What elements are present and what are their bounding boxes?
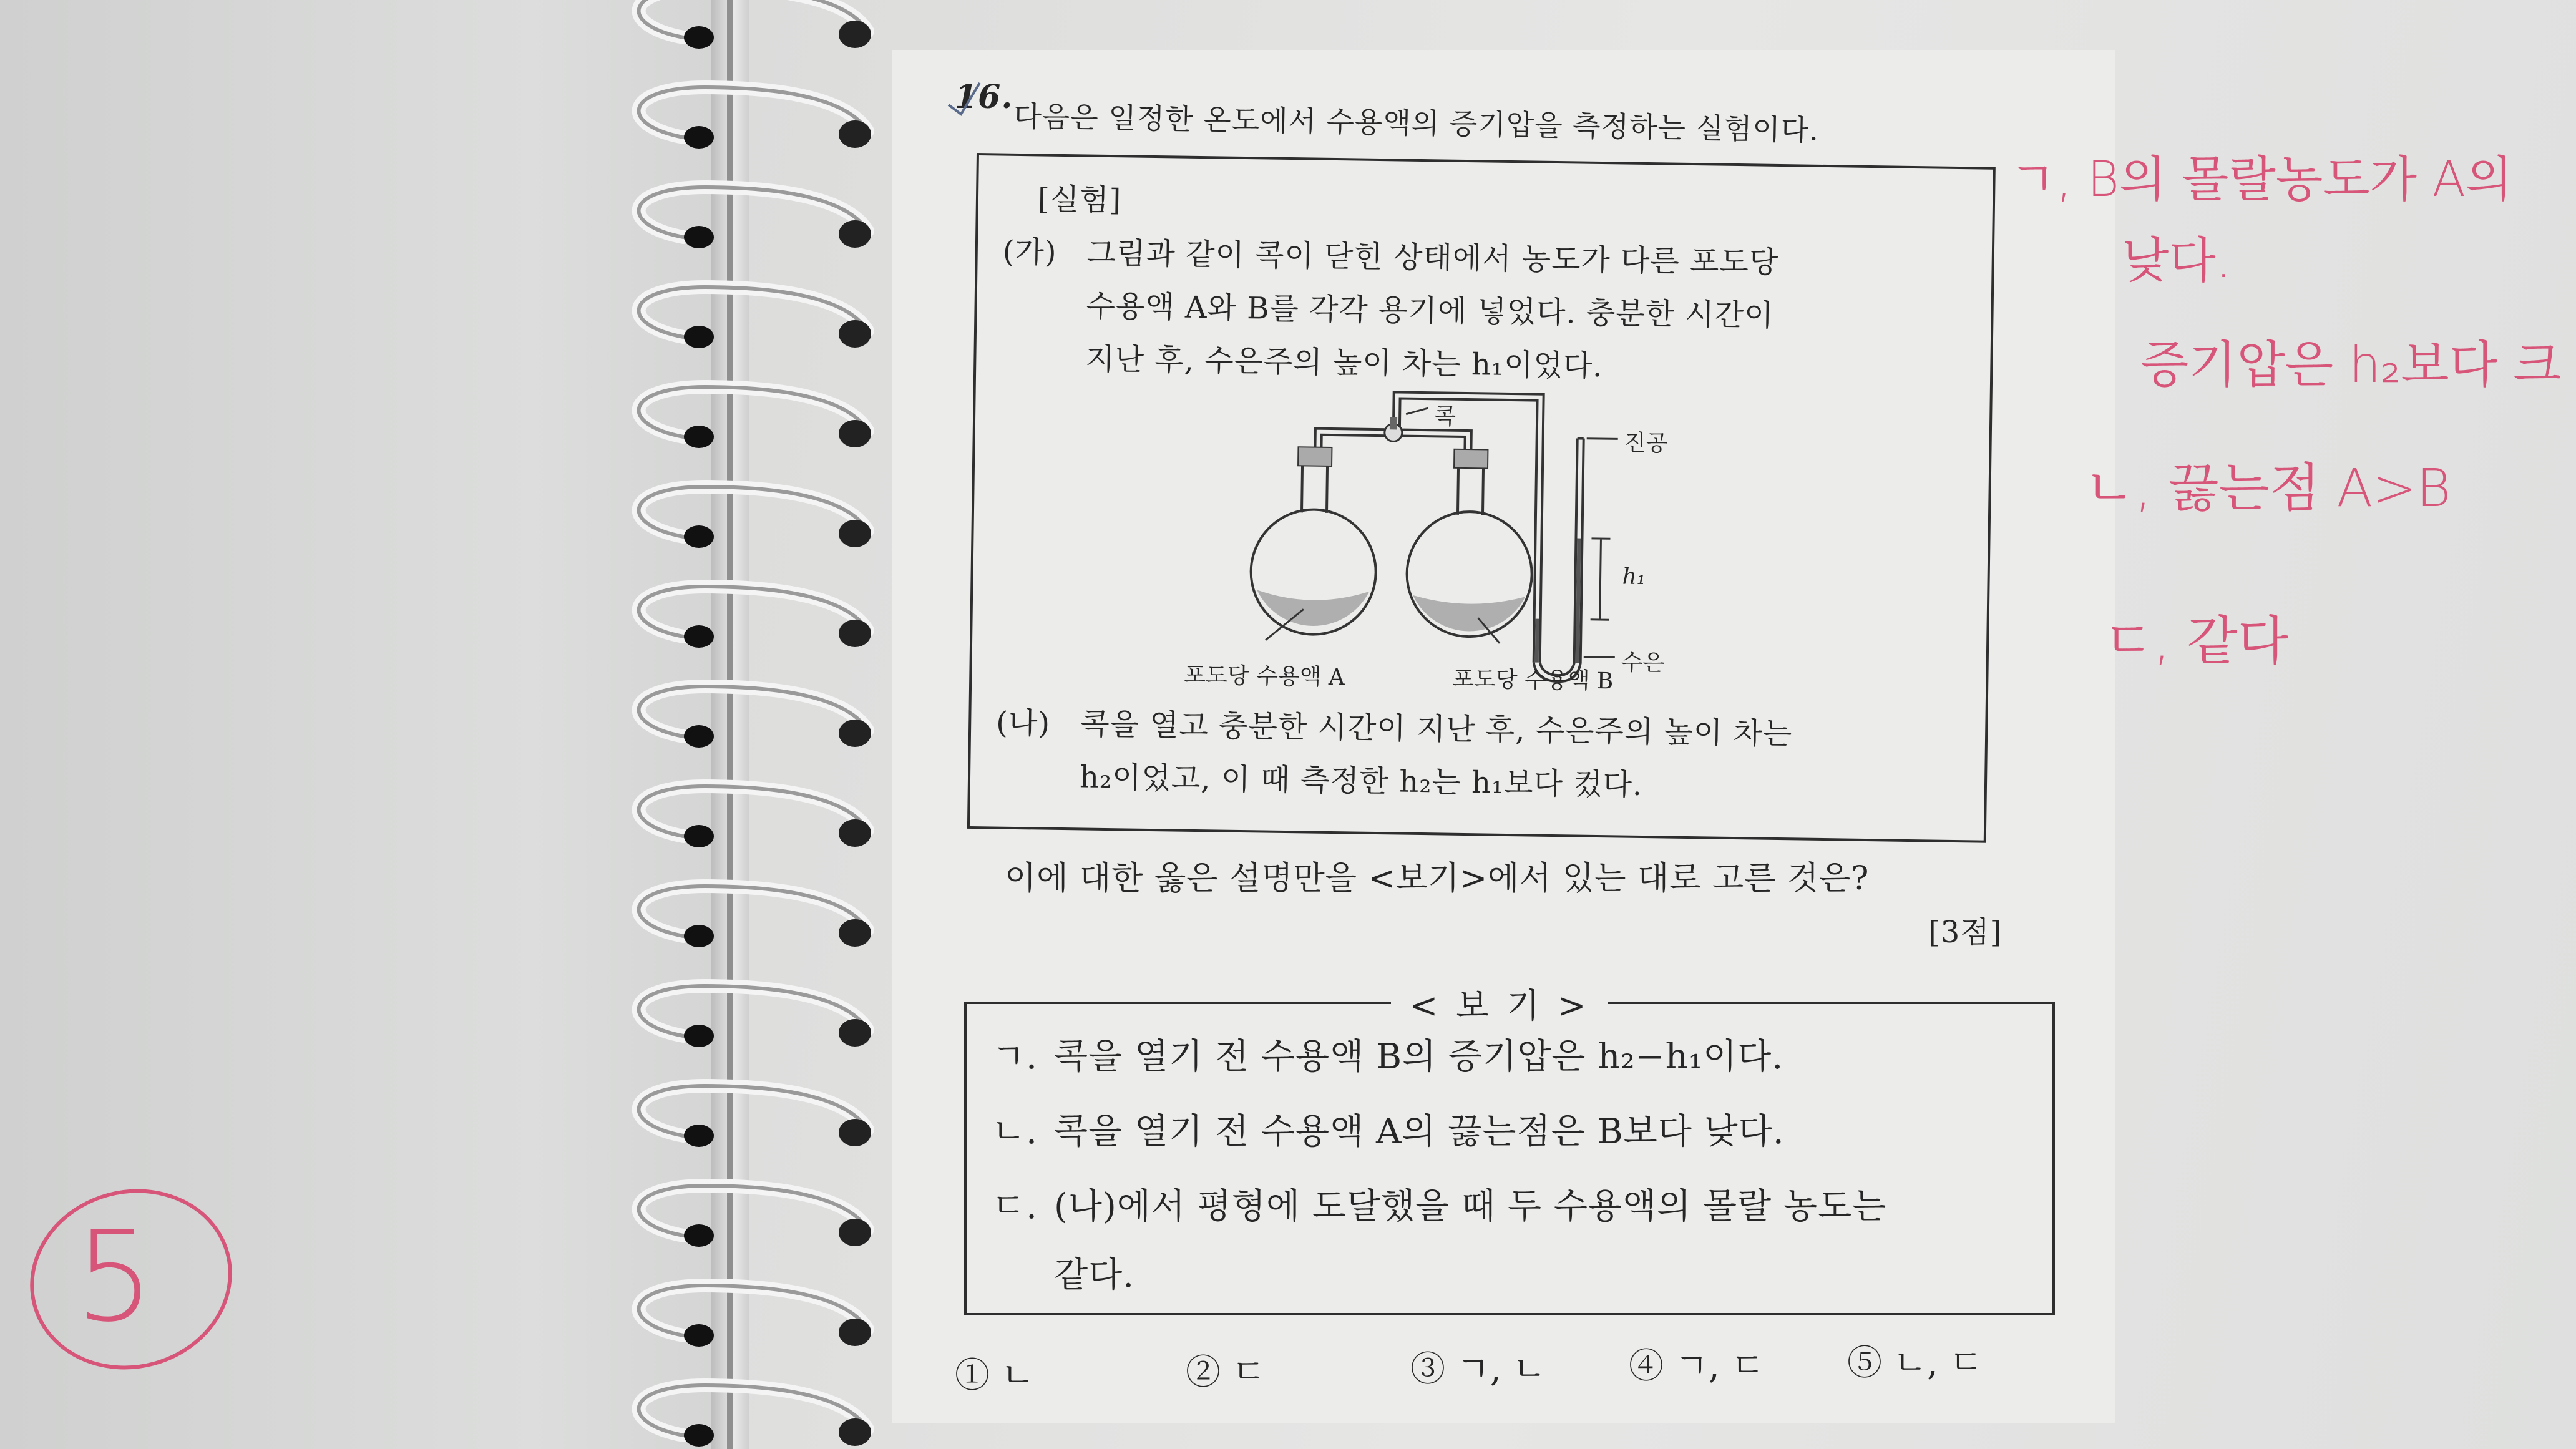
experiment-header: [실험] [1037,182,1122,218]
check-mark-icon [945,80,983,117]
choice-2[interactable] [1186,1345,1266,1395]
bogi-item-3-label: ㄷ. [992,1186,1038,1227]
spiral-binding [580,0,905,1449]
step-na-line-2: h₂이었고, 이 때 측정한 h₂는 h₁보다 컸다. [1079,759,1643,803]
bogi-item-3-text: (나)에서 평형에 도달했을 때 두 수용액의 몰랄 농도는 [1054,1186,1887,1227]
handwritten-note-1: ㄱ, B의 몰랄농도가 A의 [2009,152,2513,208]
step-ga-label: (가) [1002,234,1058,270]
choice-1-num: ① [955,1355,990,1396]
choice-3[interactable] [1410,1342,1546,1392]
bogi-item-1-label: ㄱ. [992,1037,1038,1077]
choice-4[interactable] [1629,1339,1765,1388]
question-stem: 다음은 일정한 온도에서 수용액의 증기압을 측정하는 실험이다. [1013,99,1820,147]
bogi-item-2-label: ㄴ. [992,1111,1038,1152]
step-ga-line-3: 지난 후, 수은주의 높이 차는 h₁이었다. [1085,341,1603,384]
question-prompt: 이에 대한 옳은 설명만을 <보기>에서 있는 대로 고른 것은? [1005,860,1870,897]
question-number: 16. [955,78,1013,116]
bogi-item-3-cont: 같다. [1054,1255,1134,1295]
choice-3-num: ③ [1410,1349,1445,1390]
circled-answer: 5 [75,1204,155,1350]
experiment-box [967,153,1996,843]
choice-4-text: ㄱ, ㄷ [1674,1346,1765,1387]
choice-2-num: ② [1186,1352,1221,1393]
choice-3-text: ㄱ, ㄴ [1456,1349,1546,1390]
flask-a-label: 포도당 수용액 A [1184,662,1345,691]
handwritten-note-2: 낮다. [2122,233,2232,289]
choice-4-num: ④ [1629,1346,1664,1387]
handwritten-note-5: ㄷ, 같다 [2103,610,2288,671]
bogi-title: < 보 기 > [1391,979,1608,1027]
bogi-box [964,986,2055,1315]
choice-5-num: ⑤ [1847,1343,1882,1383]
choice-5[interactable] [1847,1335,1983,1385]
vacuum-label: 진공 [1624,430,1668,457]
h1-label: h₁ [1622,564,1646,590]
step-na-line-1: 콕을 열고 충분한 시간이 지난 후, 수은주의 높이 차는 [1080,706,1793,752]
cock-label: 콕 [1433,404,1456,430]
mercury-label: 수은 [1621,650,1665,676]
bogi-item-2-text: 콕을 열기 전 수용액 A의 끓는점은 B보다 낮다. [1054,1111,1785,1152]
choice-2-text: ㄷ [1231,1352,1266,1393]
step-na-label: (나) [995,705,1051,741]
apparatus-figure [1178,383,1806,698]
step-ga-line-1: 그림과 같이 콕이 닫힌 상태에서 농도가 다른 포도당 [1086,235,1779,280]
step-ga-line-2: 수용액 A와 B를 각각 용기에 넣었다. 충분한 시간이 [1086,288,1774,333]
flask-b-label: 포도당 수용액 B [1452,666,1614,695]
handwritten-note-4: ㄴ, 끓는점 A>B [2084,457,2451,519]
bogi-item-1-text: 콕을 열기 전 수용액 B의 증기압은 h₂−h₁이다. [1054,1037,1784,1077]
points-badge: [3점] [1928,915,2003,950]
choice-5-text: ㄴ, ㄷ [1893,1343,1983,1383]
handwritten-note-3: 증기압은 h₂보다 크 [2140,336,2562,394]
choice-1[interactable] [955,1348,1035,1398]
choice-1-text: ㄴ [1000,1355,1035,1396]
